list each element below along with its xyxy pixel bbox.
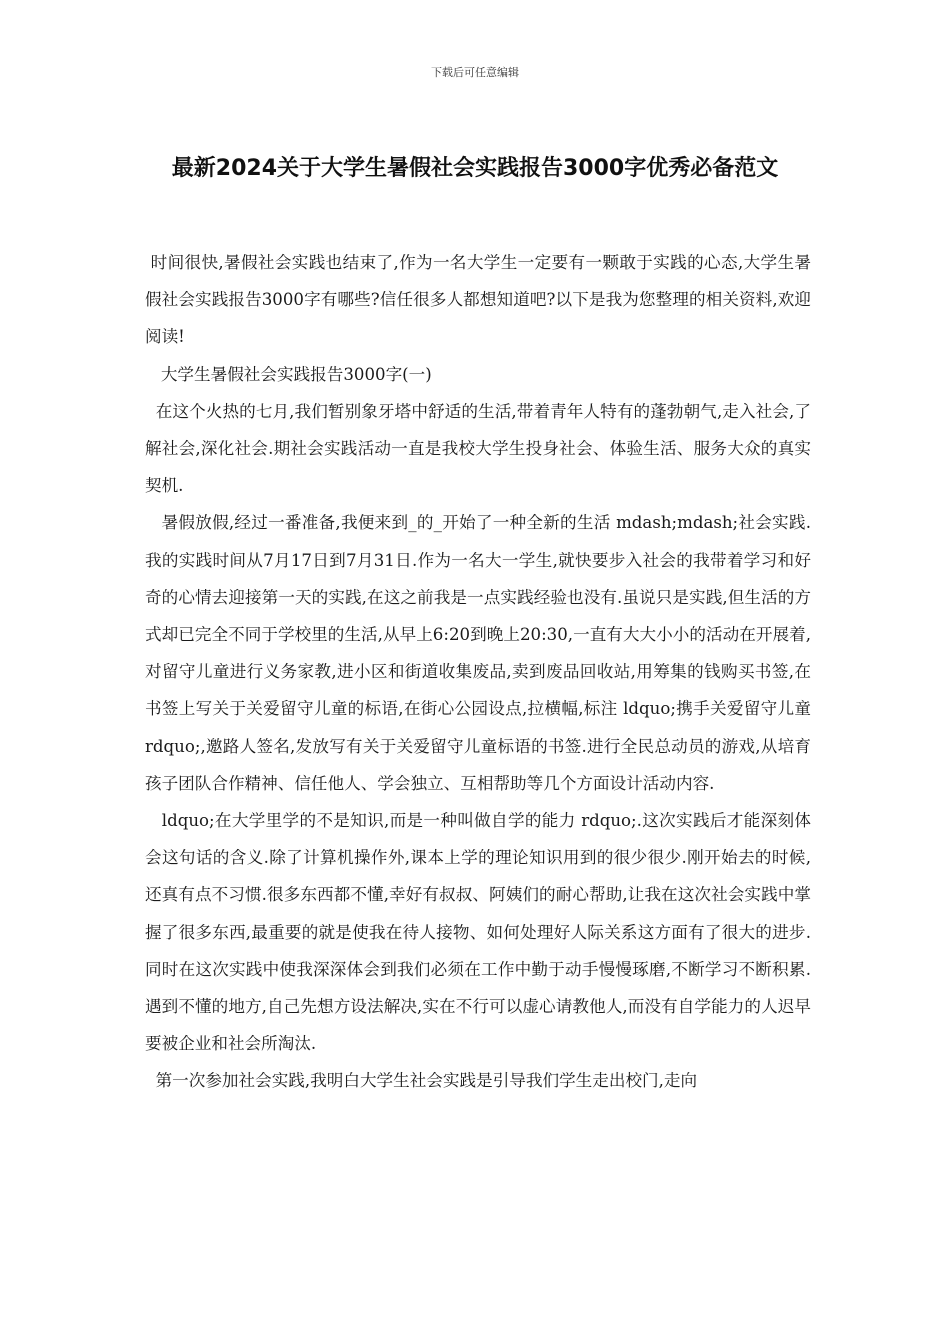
paragraph-july: 在这个火热的七月,我们暂别象牙塔中舒适的生活,带着青年人特有的蓬勃朝气,走入社会,了解社会,深化社会.期社会实践活动一直是我校大学生投身社会、体验生活、服务大众的真实契机. bbox=[145, 401, 811, 496]
paragraph-first-practice: 第一次参加社会实践,我明白大学生社会实践是引导我们学生走出校门,走向 bbox=[145, 1071, 698, 1091]
page-header-note: 下载后可任意编辑 bbox=[431, 66, 519, 79]
document-title: 最新2024关于大学生暑假社会实践报告3000字优秀必备范文 bbox=[171, 156, 779, 181]
document-body bbox=[145, 244, 817, 1100]
paragraph-intro: 时间很快,暑假社会实践也结束了,作为一名大学生一定要有一颗敢于实践的心态,大学生暑假社会实践报告3000字有哪些?信任很多人都想知道吧?以下是我为您整理的相关资料,欢迎阅读! bbox=[145, 253, 811, 347]
paragraph-practice-activities: 暑假放假,经过一番准备,我便来到_的_开始了一种全新的生活 mdash;mdash;社会实践.我的实践时间从7月17日到7月31日.作为一名大一学生,就快要步入社会的我带着学习和好奇的心情去迎接第一天的实践,在这之前我是一点实践经验也没有.虽说只是实践,但生活的方式却已完全不同于学校里的生活,从早上6:20到晚上20:30,一直有大大小小的活动在开展着,对留守儿童进行义务家教,进小区和街道收集废品,卖到废品回收站,用筹集的钱购买书签,在书签上写关于关爱留守儿童的标语,在街心公园设点,拉横幅,标注 ldquo;携手关爱留守儿童 rdquo;,邀路人签名,发放写有关于关爱留守儿童标语的书签.进行全民总动员的游戏,从培育孩子团队合作精神、信任他人、学会独立、互相帮助等几个方面设计活动内容. bbox=[145, 513, 817, 793]
paragraph-self-learning: ldquo;在大学里学的不是知识,而是一种叫做自学的能力 rdquo;.这次实践后才能深刻体会这句话的含义.除了计算机操作外,课本上学的理论知识用到的很少很少.刚开始去的时候,还真有点不习惯.很多东西都不懂,幸好有叔叔、阿姨们的耐心帮助,让我在这次社会实践中掌握了很多东西,最重要的就是使我在待人接物、如何处理好人际关系这方面有了很大的进步.同时在这次实践中使我深深体会到我们必须在工作中勤于动手慢慢琢磨,不断学习不断积累.遇到不懂的地方,自己先想方设法解决,实在不行可以虚心请教他人,而没有自学能力的人迟早要被企业和社会所淘汰. bbox=[145, 811, 811, 1054]
section-heading-report-one: 大学生暑假社会实践报告3000字(一) bbox=[145, 364, 432, 384]
